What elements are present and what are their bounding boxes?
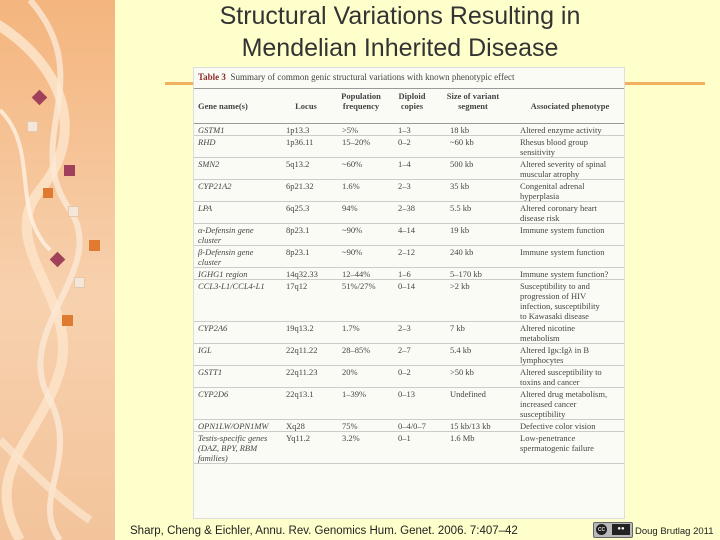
cell-line: Altered drug metabolism, bbox=[520, 389, 608, 399]
table-cell-copies: 1–4 bbox=[398, 159, 411, 169]
square-shape bbox=[74, 277, 85, 288]
author-credit: Doug Brutlag 2011 bbox=[635, 526, 714, 537]
cell-line: CYP2D6 bbox=[198, 389, 229, 399]
table-cell-phenotype bbox=[520, 433, 624, 453]
table-cell-size: 5–170 kb bbox=[450, 269, 482, 279]
slide-title-line2: Mendelian Inherited Disease bbox=[241, 34, 559, 62]
header-copies: Diploid copies bbox=[398, 91, 426, 111]
table-cell-freq: ~60% bbox=[342, 159, 363, 169]
structural-variation-table bbox=[193, 67, 625, 519]
table-cell-locus: 19q13.2 bbox=[286, 323, 314, 333]
table-cell-freq: 1.7% bbox=[342, 323, 360, 333]
cell-line: Altered Igκ:Igλ in B bbox=[520, 345, 590, 355]
table-cell-gene bbox=[198, 323, 284, 333]
table-cell-size: 1.6 Mb bbox=[450, 433, 475, 443]
table-cell-freq: 75% bbox=[342, 421, 358, 431]
table-row bbox=[194, 432, 624, 464]
table-cell-locus: 6q25.3 bbox=[286, 203, 310, 213]
header-phenotype: Associated phenotype bbox=[530, 101, 610, 111]
cell-line: OPN1LW/OPN1MW bbox=[198, 421, 269, 431]
table-cell-copies: 2–3 bbox=[398, 181, 411, 191]
table-row bbox=[194, 366, 624, 388]
table-cell-size: >50 kb bbox=[450, 367, 474, 377]
cell-line: Low-penetrance bbox=[520, 433, 576, 443]
table-row bbox=[194, 344, 624, 366]
cell-line: cluster bbox=[198, 235, 222, 245]
citation: Sharp, Cheng & Eichler, Annu. Rev. Genomics Hum. Genet. 2006. 7:407–42 bbox=[130, 525, 518, 537]
cell-line: GSTM1 bbox=[198, 125, 225, 135]
table-row bbox=[194, 322, 624, 344]
table-cell-copies: 0–13 bbox=[398, 389, 415, 399]
table-cell-gene bbox=[198, 367, 284, 377]
table-cell-phenotype bbox=[520, 159, 624, 179]
cell-line: Altered enzyme activity bbox=[520, 125, 602, 135]
license-terms-icon: ●● bbox=[612, 524, 630, 535]
cell-line: lymphocytes bbox=[520, 355, 564, 365]
slide-title bbox=[150, 0, 650, 64]
header-size: Size of variant segment bbox=[446, 91, 500, 111]
table-cell-freq: 15–20% bbox=[342, 137, 371, 147]
header-frequency: Population frequency bbox=[341, 91, 381, 111]
table-cell-freq: 51%/27% bbox=[342, 281, 376, 291]
cell-line: α-Defensin gene bbox=[198, 225, 254, 235]
decorative-sidebar bbox=[0, 0, 115, 540]
table-cell-size: 240 kb bbox=[450, 247, 474, 257]
table-cell-gene bbox=[198, 281, 284, 291]
cell-line: CCL3-L1/CCL4-L1 bbox=[198, 281, 265, 291]
table-cell-locus: 22q11.22 bbox=[286, 345, 318, 355]
table-cell-gene bbox=[198, 137, 284, 147]
table-caption bbox=[198, 72, 514, 82]
cell-line: CYP2A6 bbox=[198, 323, 228, 333]
table-cell-copies: 2–7 bbox=[398, 345, 411, 355]
table-row bbox=[194, 202, 624, 224]
cell-line: metabolism bbox=[520, 333, 560, 343]
cell-line: spermatogenic failure bbox=[520, 443, 594, 453]
table-row bbox=[194, 388, 624, 420]
cell-line: Congenital adrenal bbox=[520, 181, 585, 191]
cell-line: Immune system function bbox=[520, 225, 605, 235]
cell-line: LPA bbox=[198, 203, 213, 213]
cell-line: β-Defensin gene bbox=[198, 247, 254, 257]
cell-line: disease risk bbox=[520, 213, 560, 223]
square-shape bbox=[64, 165, 75, 176]
table-row bbox=[194, 246, 624, 268]
table-row bbox=[194, 280, 624, 322]
table-cell-copies: 2–3 bbox=[398, 323, 411, 333]
table-cell-phenotype bbox=[520, 203, 624, 223]
table-cell-phenotype bbox=[520, 421, 624, 431]
table-cell-copies: 2–12 bbox=[398, 247, 415, 257]
table-cell-size: ~60 kb bbox=[450, 137, 474, 147]
cell-line: IGHG1 region bbox=[198, 269, 248, 279]
square-shape bbox=[89, 240, 100, 251]
table-row bbox=[194, 180, 624, 202]
cell-line: Defective color vision bbox=[520, 421, 596, 431]
cc-icon: cc bbox=[598, 526, 605, 533]
table-cell-size: 15 kb/13 kb bbox=[450, 421, 491, 431]
table-cell-freq: 94% bbox=[342, 203, 358, 213]
table-cell-size: 5.5 kb bbox=[450, 203, 472, 213]
table-cell-copies: 1–6 bbox=[398, 269, 411, 279]
cell-line: to Kawasaki disease bbox=[520, 311, 589, 321]
table-cell-gene bbox=[198, 125, 284, 135]
cell-line: Immune system function? bbox=[520, 269, 609, 279]
table-cell-gene bbox=[198, 181, 284, 191]
square-shape bbox=[43, 188, 53, 198]
table-cell-copies: 0–14 bbox=[398, 281, 415, 291]
table-cell-phenotype bbox=[520, 367, 624, 387]
table-row bbox=[194, 158, 624, 180]
table-row bbox=[194, 136, 624, 158]
table-cell-gene bbox=[198, 389, 284, 399]
cell-line: families) bbox=[198, 453, 228, 463]
table-cell-copies: 0–2 bbox=[398, 367, 411, 377]
table-cell-phenotype bbox=[520, 137, 624, 157]
table-cell-copies: 1–3 bbox=[398, 125, 411, 135]
table-cell-copies: 4–14 bbox=[398, 225, 415, 235]
table-cell-gene bbox=[198, 247, 284, 267]
cell-line: Rhesus blood group bbox=[520, 137, 588, 147]
table-cell-size: 7 kb bbox=[450, 323, 465, 333]
table-cell-locus: 8p23.1 bbox=[286, 225, 310, 235]
table-cell-size: >2 kb bbox=[450, 281, 470, 291]
table-cell-gene bbox=[198, 345, 284, 355]
table-cell-copies: 2–38 bbox=[398, 203, 415, 213]
square-shape bbox=[27, 121, 38, 132]
row-divider bbox=[194, 463, 624, 464]
table-cell-freq: ~90% bbox=[342, 225, 363, 235]
table-cell-phenotype bbox=[520, 125, 624, 135]
table-cell-freq: 12–44% bbox=[342, 269, 371, 279]
slide-title-line1: Structural Variations Resulting in bbox=[219, 2, 581, 30]
table-cell-locus: 22q11.23 bbox=[286, 367, 318, 377]
cell-line: increased cancer bbox=[520, 399, 577, 409]
header-gene: Gene name(s) bbox=[198, 101, 248, 111]
table-caption-text: Summary of common genic structural variations with known phenotypic effect bbox=[230, 72, 515, 82]
table-cell-locus: 1p13.3 bbox=[286, 125, 310, 135]
table-cell-freq: 28–85% bbox=[342, 345, 371, 355]
table-cell-size: 19 kb bbox=[450, 225, 470, 235]
table-cell-locus: 22q13.1 bbox=[286, 389, 314, 399]
cell-line: Testis-specific genes bbox=[198, 433, 268, 443]
table-cell-copies: 0–1 bbox=[398, 433, 411, 443]
cell-line: SMN2 bbox=[198, 159, 220, 169]
license-badge bbox=[593, 522, 633, 538]
table-cell-size: 5.4 kb bbox=[450, 345, 472, 355]
cell-line: Susceptibility to and bbox=[520, 281, 590, 291]
cell-line: Altered coronary heart bbox=[520, 203, 597, 213]
table-cell-size: Undefined bbox=[450, 389, 486, 399]
cell-line: Altered nicotine bbox=[520, 323, 575, 333]
table-cell-locus: Xq28 bbox=[286, 421, 305, 431]
table-cell-copies: 0–2 bbox=[398, 137, 411, 147]
cell-line: toxins and cancer bbox=[520, 377, 580, 387]
table-cell-phenotype bbox=[520, 181, 624, 201]
cell-line: CYP21A2 bbox=[198, 181, 232, 191]
cell-line: IGL bbox=[198, 345, 212, 355]
table-cell-size: 35 kb bbox=[450, 181, 470, 191]
table-cell-phenotype bbox=[520, 225, 624, 235]
cell-line: sensitivity bbox=[520, 147, 555, 157]
table-cell-phenotype bbox=[520, 281, 624, 321]
cell-line: susceptibility bbox=[520, 409, 566, 419]
table-cell-gene bbox=[198, 269, 284, 279]
table-cell-phenotype bbox=[520, 247, 624, 257]
table-cell-copies: 0–4/0–7 bbox=[398, 421, 426, 431]
table-cell-gene bbox=[198, 203, 284, 213]
table-cell-freq: ~90% bbox=[342, 247, 363, 257]
table-cell-locus: 5q13.2 bbox=[286, 159, 310, 169]
cell-line: muscular atrophy bbox=[520, 169, 580, 179]
table-cell-phenotype bbox=[520, 269, 624, 279]
square-shape bbox=[68, 206, 79, 217]
decorative-swirls bbox=[0, 0, 115, 540]
table-row bbox=[194, 224, 624, 246]
table-label: Table 3 bbox=[198, 72, 226, 82]
table-cell-freq: 1–39% bbox=[342, 389, 367, 399]
cell-line: (DAZ, BPY, RBM bbox=[198, 443, 258, 453]
table-cell-locus: 17q12 bbox=[286, 281, 308, 291]
cell-line: Altered susceptibility to bbox=[520, 367, 602, 377]
header-locus: Locus bbox=[295, 101, 317, 111]
cell-line: RHD bbox=[198, 137, 216, 147]
table-cell-locus: 1p36.11 bbox=[286, 137, 314, 147]
table-cell-locus: 6p21.32 bbox=[286, 181, 314, 191]
cell-line: hyperplasia bbox=[520, 191, 560, 201]
square-shape bbox=[62, 315, 73, 326]
cell-line: cluster bbox=[198, 257, 222, 267]
table-cell-locus: Yq11.2 bbox=[286, 433, 311, 443]
cell-line: Altered severity of spinal bbox=[520, 159, 607, 169]
table-cell-freq: 1.6% bbox=[342, 181, 360, 191]
table-cell-gene bbox=[198, 225, 284, 245]
table-header bbox=[194, 88, 624, 124]
table-cell-size: 500 kb bbox=[450, 159, 474, 169]
table-cell-locus: 14q32.33 bbox=[286, 269, 318, 279]
table-cell-phenotype bbox=[520, 345, 624, 365]
table-cell-gene bbox=[198, 421, 284, 431]
cell-line: progression of HIV bbox=[520, 291, 587, 301]
table-cell-size: 18 kb bbox=[450, 125, 470, 135]
table-cell-phenotype bbox=[520, 323, 624, 343]
table-cell-locus: 8p23.1 bbox=[286, 247, 310, 257]
table-cell-freq: >5% bbox=[342, 125, 359, 135]
table-cell-gene bbox=[198, 433, 284, 463]
cell-line: GSTT1 bbox=[198, 367, 223, 377]
table-cell-gene bbox=[198, 159, 284, 169]
cell-line: infection, susceptibility bbox=[520, 301, 600, 311]
cell-line: Immune system function bbox=[520, 247, 605, 257]
table-cell-freq: 3.2% bbox=[342, 433, 360, 443]
table-cell-freq: 20% bbox=[342, 367, 358, 377]
table-cell-phenotype bbox=[520, 389, 624, 419]
